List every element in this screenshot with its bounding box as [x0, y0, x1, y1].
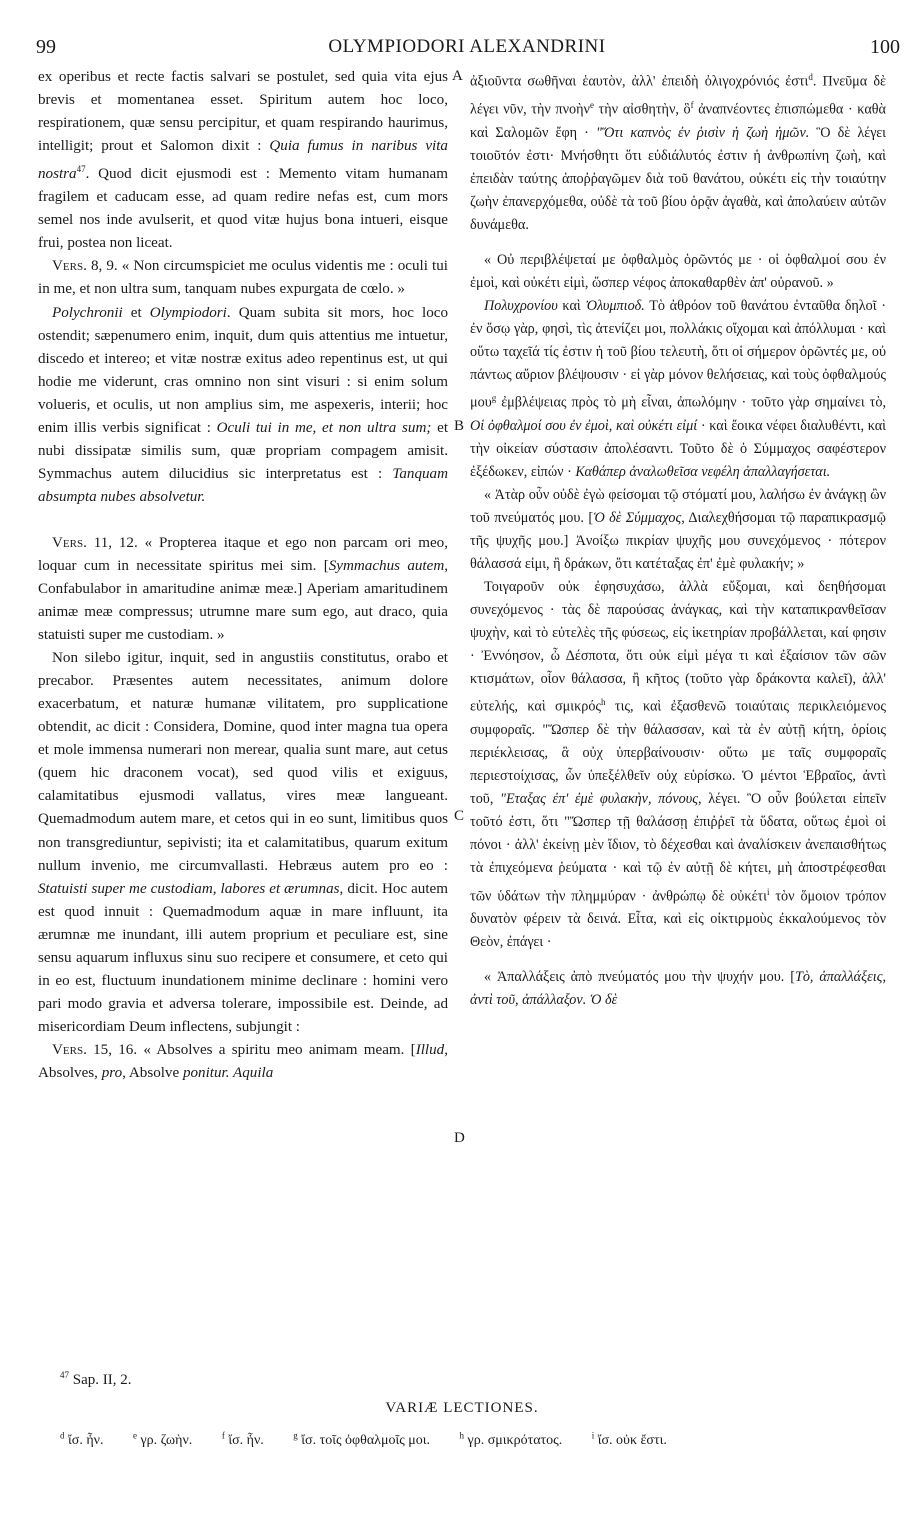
- footnote-ref: 47: [76, 164, 86, 175]
- greek-paragraph: Πολυχρονίου καὶ Ὀλυμπιοδ. Τὸ ἀθρόον τοῦ θανάτου ἐνταῦθα δηλοῖ · ἐν ὅσῳ γὰρ, φησὶ, τὶς ἀτενίζει μοι, πολλάκις οἴχομαι καὶ ἀπόλλυμαι · καὶ οὕτω ταχεῖά τίς ἐστιν ἡ τοῦ βίου τελευτὴ, ὅτι οἱ σήμερον ὁρῶντές με, οὐ πάντως αὔριον βλέψουσιν · εἰ γὰρ μόνον θελήσειας, καὶ τοὺς ὀφθαλμούς μου$^g$ ἐμβλέψειας πρὸς τὸ μὴ εἶναι, ἀπωλόμην · τοῦτο γὰρ σημαίνει τὸ, Οἱ ὀφθαλμοί σου ἐν ἐμοὶ, καὶ οὐκέτι εἰμί · καὶ ἔοικα νέφει διαλυθέντι, καὶ τὴν οἰκείαν σύστασιν ἀπολέσαντι. Τοῦτο δὲ ὁ Σύμμαχος σαφέστερον ἐξέδωκεν, εἰπών · Καθάπερ ἀναλωθεῖσα νεφέλη ἀπαλλαγήσεται.: [470, 297, 886, 480]
- variant-ref: i: [766, 886, 770, 897]
- latin-paragraph: Polychronii et Olympiodori. Quam subita sit mors, hoc loco ostendit; sæpenumero enim, inquit, dum quis attentius me intuetur, discedo et intereo; et vitæ nostræ exitus adeo repentinus est, ut qui hodie me viderunt, cras omnino non sint visuri : si enim solum volueris, et oculis, ut non amplius sim, me aspexeris, interii; hoc enim illis verbis significat : Oculi tui in me, et non ultra sum; et nubi dissipatæ similis sum, quæ propriam compagem amisit. Symmachus autem dilucidius sic interpretatus est : Tanquam absumpta nubes absolvetur.: [38, 304, 449, 505]
- variant-item: $^i$ ἴσ. οὐκ ἔστι.: [591, 1430, 667, 1448]
- section-marker-a: A: [452, 68, 463, 84]
- spacer: [470, 237, 886, 249]
- variant-ref: g: [491, 393, 497, 404]
- section-marker-d: D: [454, 1130, 465, 1146]
- latin-paragraph: Non silebo igitur, inquit, sed in angustiis constitutus, orabo et precabor. Præsentes autem necessitates, animum dolore exacerbatum, et naturæ humanæ vilitatem, pro supplicatione obtendit, ac dicit : Considera, Domine, quod inter magna tua opera et mole immensa numerari non merear, qualia sunt mare, aut cetus (quem hic draconem vocat), sed quod vilis et exiguus, calamitatibus ejusmodi vallatus, vires meæ langueant. Quemadmodum autem mare, et cetos qui in eo sunt, limitibus quos non transgrediuntur, sepivisti; ita et calamitatibus, quarum exitum nullum invenio, me circumvallasti. Hebræus autem pro eo : Statuisti super me custodiam, labores et ærumnas, dicit. Hoc autem est quod innuit : Quemadmodum aquæ in mare influunt, ita ærumnæ me inundant, illi autem proprium et peculiare est, sine sensu aquarum influxus sinu suo recipere et consumere, et ceto qui in eo est, fluctuum inundationem minime declinare : homini vero pari modo gravia et adversa tolerare, impossibile est. Deinde, ad misericordiam Deum inflectens, subjungit :: [38, 650, 448, 1035]
- variant-ref: e: [589, 99, 594, 110]
- variant-ref: d: [808, 72, 813, 82]
- greek-paragraph: « Οὐ περιβλέψεταί με ὀφθαλμὸς ὁρῶντός με · οἱ ὀφθαλμοί σου ἐν ἐμοὶ, καὶ οὐκέτι εἰμὶ, ὥσπερ νέφος ἀποκαθαρθὲν ἀπ' οὐρανοῦ. »: [470, 251, 886, 291]
- variant-item: $^h$ γρ. σμικρότατος.: [459, 1430, 563, 1448]
- latin-paragraph: Vers. 11, 12. « Propterea itaque et ego non parcam ori meo, loquar cum in necessitate spiritus mei sim. [Symmachus autem, Confabulabor in amaritudine animæ meæ.] Aperiam amaritudinem animæ meæ compressus; utrumne mare sum ego, aut draco, quia statuisti super me custodiam. »: [38, 534, 449, 644]
- right-page-number: 100: [870, 36, 900, 58]
- verse-label: Vers. 11, 12.: [52, 534, 138, 551]
- greek-column: [470, 66, 886, 1013]
- variant-item: $^d$ ἴσ. ἦν.: [60, 1430, 104, 1448]
- latin-column: [38, 66, 448, 1085]
- greek-paragraph: « Ἀπαλλάξεις ἀπὸ πνεύματός μου τὴν ψυχήν μου. [Τὸ, ἀπαλλάξεις, ἀντὶ τοῦ, ἀπάλλαξον. Ὁ δὲ: [470, 969, 887, 1009]
- spacer: [38, 509, 448, 532]
- running-title: OLYMPIODORI ALEXANDRINI: [328, 36, 606, 57]
- greek-paragraph: « Ἀτὰρ οὖν οὐδὲ ἐγὼ φείσομαι τῷ στόματί μου, λαλήσω ἐν ἀνάγκῃ ὢν τοῦ πνεύματός μου. [Ὁ δὲ Σύμμαχος, Διαλεχθήσομαι τῷ παραπικρασμῷ τῆς ψυχῆς μου.] Ἀνοίξω πικρίαν ψυχῆς μου συνεχόμενος · πότερον θάλασσά εἰμι, ἢ δράκων, ὅτι κατέταξας ἐπ' ἐμὲ φυλακήν; »: [470, 487, 886, 573]
- latin-paragraph: Vers. 15, 16. « Absolves a spiritu meo animam meam. [Illud, Absolves, pro, Absolve ponitur. Aquila: [38, 1041, 448, 1081]
- verse-label: Vers. 15, 16.: [52, 1041, 138, 1058]
- section-marker-c: C: [454, 808, 465, 824]
- latin-paragraph: ex operibus et recte factis salvari se postulet, sed quia vita ejus brevis et momentanea esset. Spiritum autem hoc loco, respirationem, quæ sensu percipitur, et quam respirando haurimus, intelligit; prout et Salomon dixit : Quia fumus in naribus vita nostra$^{47}$. Quod dicit ejusmodi est : Memento vitam humanam fragilem et caducam esse, ad quam redire nefas est, cum mors semel nos inde avulserit, et quod vitæ hujus bona intueri, eisque frui, postea non liceat.: [38, 69, 448, 252]
- footnote-number: 47: [60, 1370, 69, 1380]
- variae-list: [60, 1430, 900, 1449]
- greek-paragraph: ἀξιοῦντα σωθῆναι ἑαυτὸν, ἀλλ' ἐπειδὴ ὀλιγοχρόνιός ἐστι$^d$. Πνεῦμα δὲ λέγει νῦν, τὴν πνοὴν$^e$ τὴν αἰσθητὴν, ὃ$^f$ ἀναπνέοντες ἐπισπώμεθα · καθὰ καὶ Σαλομῶν ἔφη · "Ὅτι καπνὸς ἐν ῥισὶν ἡ ζωὴ ἡμῶν. Ὃ δὲ λέγει τοιοῦτόν ἐστι· Μνήσθητι ὅτι εὐδιάλυτός ἐστιν ἡ ἀνθρωπίνη ζωὴ, καὶ ἐπειδὰν ταύτης ἀποῤῥαγῶμεν διὰ τοῦ θανάτου, οὐκέτι εἰς τὴν τοιαύτην ζωὴν ἐπανερχόμεθα, οὐδὲ τὰ τοῦ βίου ὁρᾷν ἀγαθὰ, καὶ ἀπολαύειν αὐτῶν δυνάμεθα.: [470, 72, 887, 233]
- variant-item: $^g$ ἴσ. τοῖς ὀφθαλμοῖς μοι.: [293, 1430, 431, 1448]
- variant-ref: f: [690, 99, 694, 110]
- left-page-number: 99: [36, 36, 56, 58]
- greek-paragraph: Τοιγαροῦν οὐκ ἐφησυχάσω, ἀλλὰ εὔξομαι, καὶ δεηθήσομαι συνεχόμενος · τὰς δὲ παρούσας ἀνάγκας, καὶ τὴν καταπικρανθεῖσαν ψυχὴν, καὶ τὸ εὐτελὲς τῆς φύσεως, εἰς ἱκετηρίαν προβάλλεται, καί φησιν · Ἐννόησον, ὦ Δέσποτα, ὅτι οὐκ εἰμὶ μέγα τι καὶ ἐξαίσιον τῶν σῶν κτισμάτων, οἷον θάλασσα, ἢ κῆτος (τοῦτο γὰρ δράκοντα καλεῖ), ἀλλ' εὐτελής, καὶ σμικρός$^h$ τις, καὶ ἐξασθενῶ τοιαύταις περικλειόμενος συμφοραῖς. "Ὥσπερ δὲ τὴν θάλασσαν, καὶ τὰ ἐν αὐτῇ κήτη, ὁρίοις περιέκλεισας, ἃ οὐχ ὑπερβαίνουσιν· οὕτω με ταῖς συμφοραῖς περιεστοίχισας, ὧν ὑπεξέλθεῖν οὐχ εὑρίσκω. Ὁ μέντοι Ἑβραῖος, ἀντὶ τοῦ, "Εταξας ἐπ' ἐμὲ φυλακὴν, πόνους, λέγει. Ὃ οὖν βούλεται εἰπεῖν τοῦτό ἐστι, ὅτι "Ὥσπερ τῇ θαλάσσῃ ἐπιῤῥεῖ τὰ ὕδατα, οὕτως ἐμοὶ οἱ πόνοι · ἀλλ' ἐκείνῃ μὲν ἴδιον, τὸ δέχεσθαι καὶ ἀναλίσκειν ἀνεπαισθήτως τὰ ἐπιχεόμενα ῥεύματα · καὶ τῷ ἐν αὐτῇ δὲ κήτει, μὴ ἀποστρέφεσθαι τῶν ὑδάτων τὴν πλημμύραν · ἀνθρώπῳ δὲ οὐκέτι$^i$ τὸν ὅμοιον τρόπον δυνατὸν φέρειν τὰ δεινά. Εἶτα, καὶ εἰς οἰκτιρμοὺς ἐκκαλούμενος τὸν Θεὸν, ἐπάγει ·: [470, 579, 886, 951]
- latin-paragraph: Vers. 8, 9. « Non circumspiciet me oculus videntis me : oculi tui in me, et non ultra sum, tanquam nubes expurgata de cœlo. »: [38, 258, 448, 298]
- variae-heading: VARIÆ LECTIONES.: [385, 1400, 539, 1416]
- section-marker-b: B: [454, 418, 465, 434]
- variant-ref: h: [601, 697, 606, 708]
- variant-item: $^e$ γρ. ζωὴν.: [132, 1430, 193, 1448]
- footnote: [60, 1370, 132, 1389]
- variant-item: $^f$ ἴσ. ἦν.: [221, 1430, 264, 1448]
- running-header: [34, 34, 900, 62]
- footnote-text: Sap. II, 2.: [69, 1372, 132, 1388]
- verse-label: Vers. 8, 9.: [52, 258, 118, 275]
- spacer: [470, 954, 886, 966]
